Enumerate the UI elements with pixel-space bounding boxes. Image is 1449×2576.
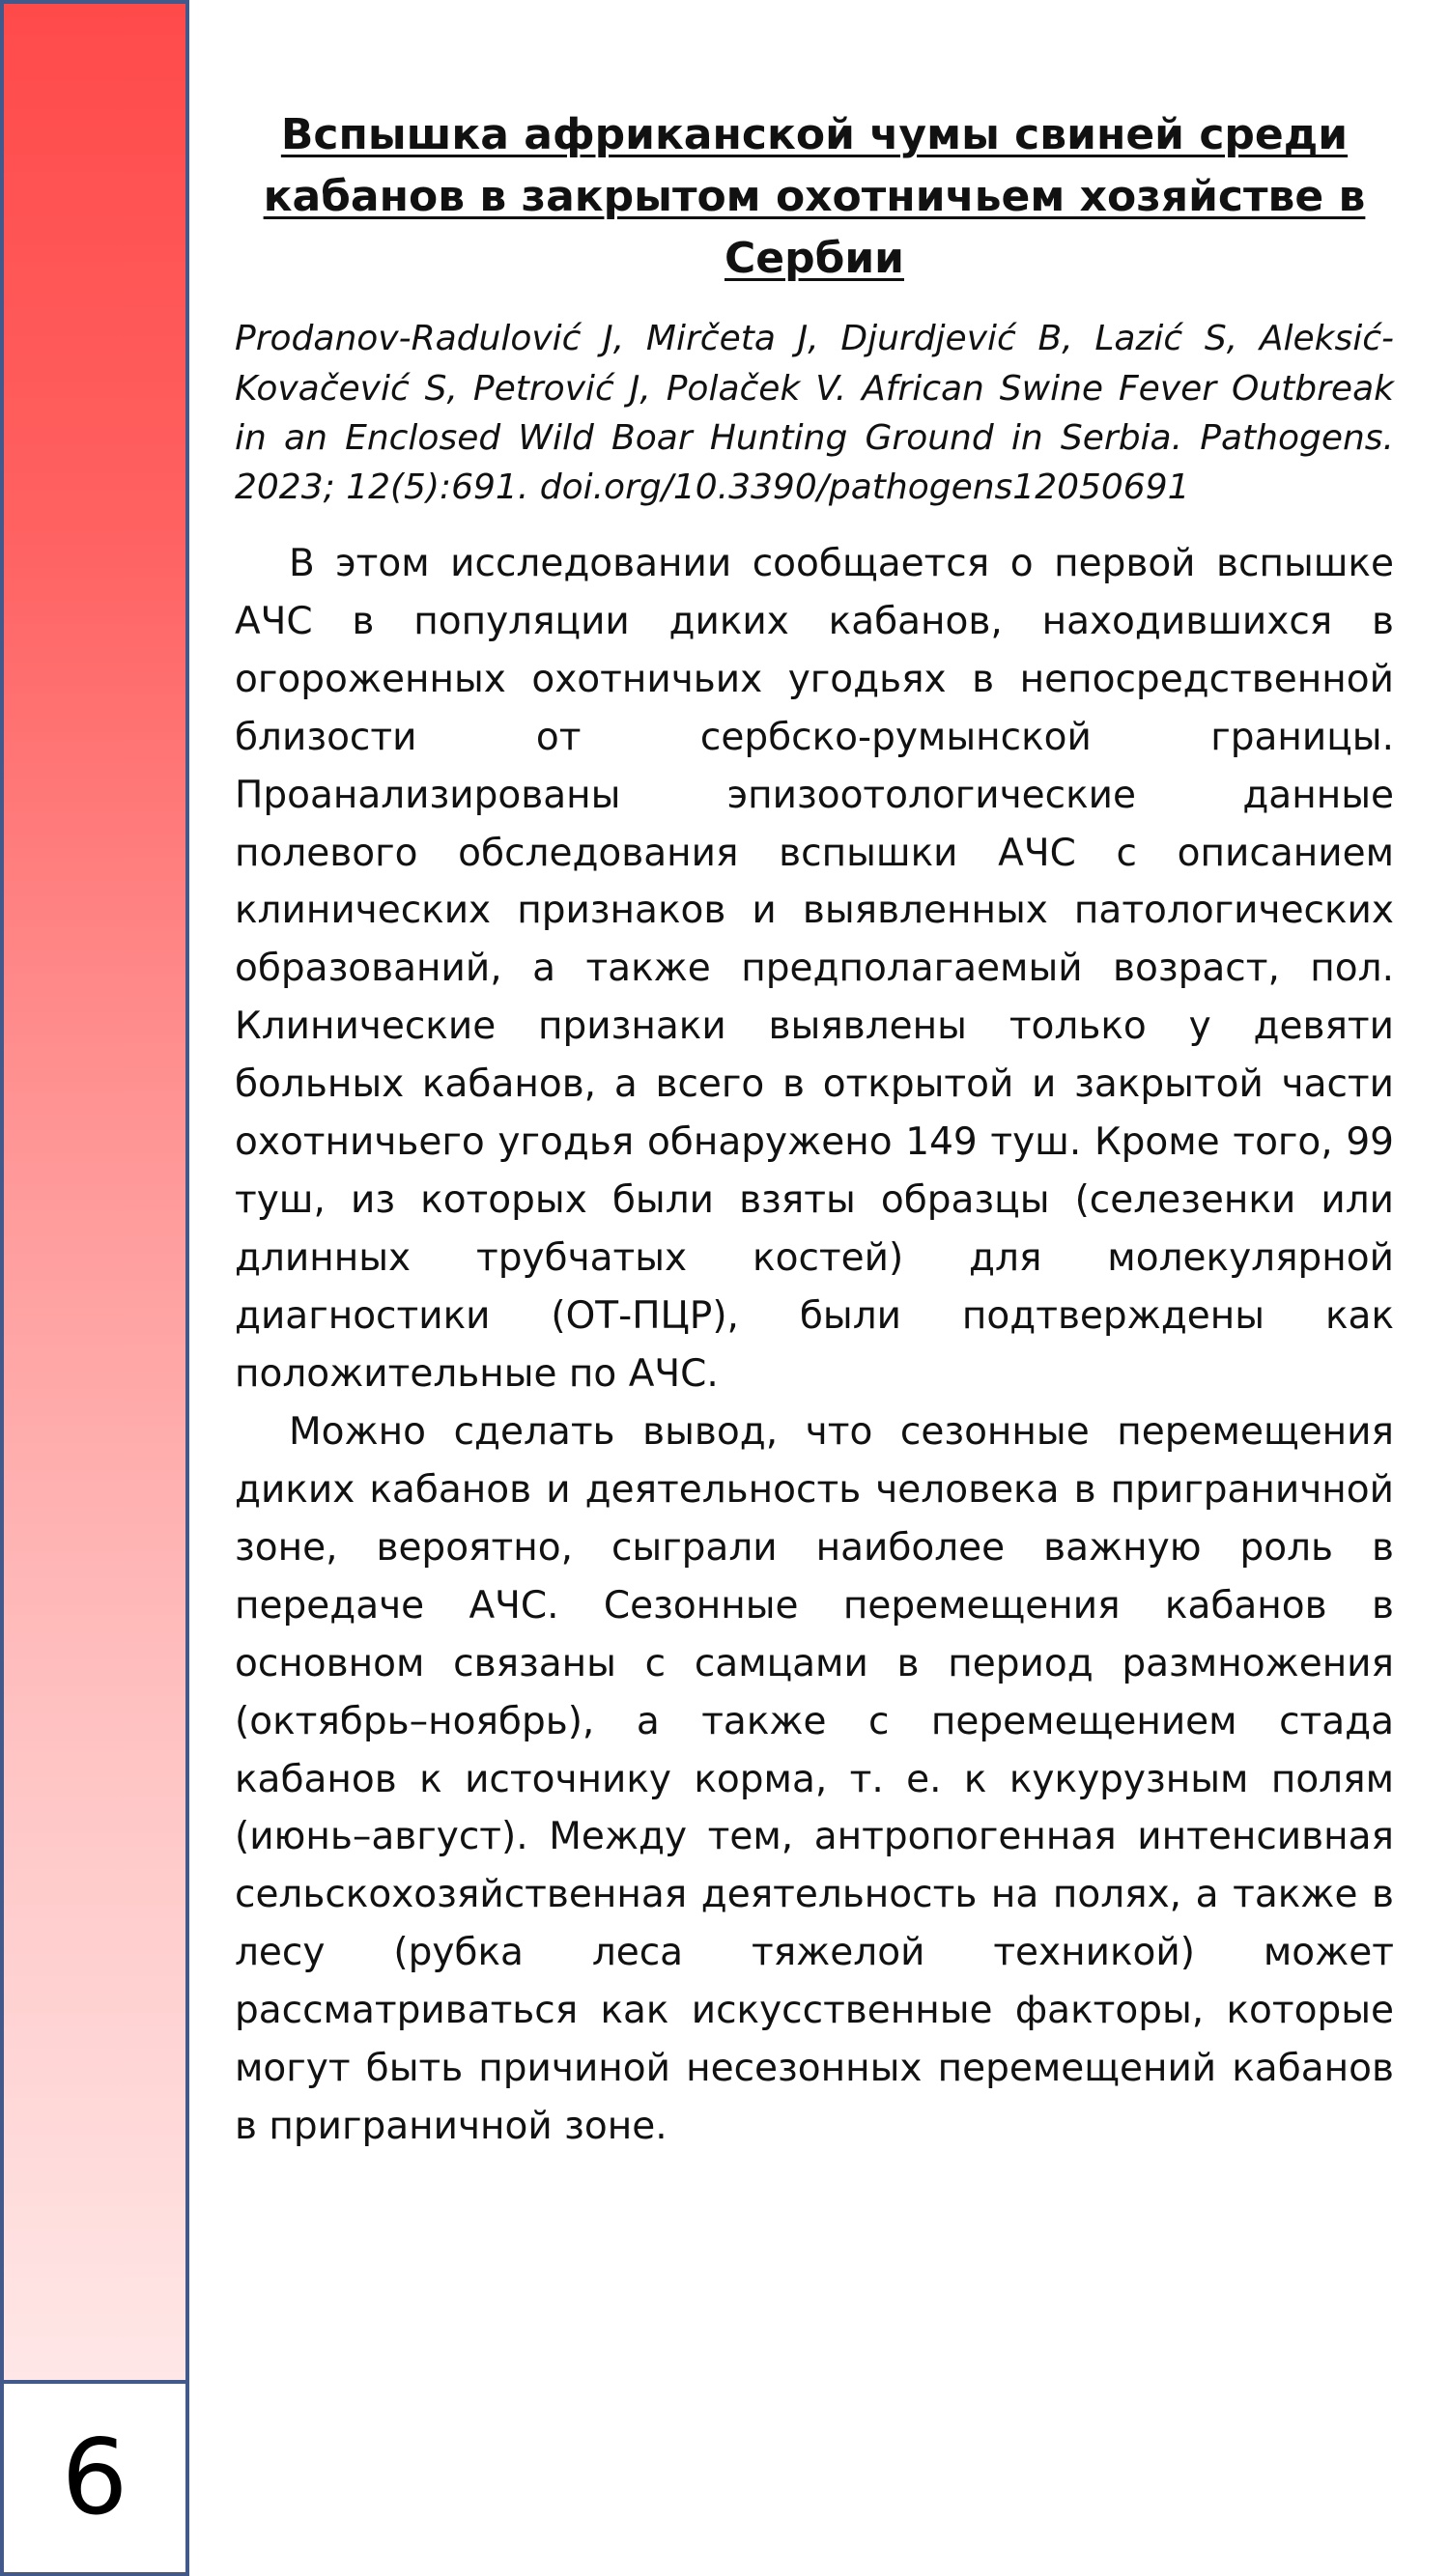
article-paragraph: В этом исследовании сообщается о первой вспышке АЧС в популяции диких кабанов, находившихся в огороженных охотничьих угодьях в непосредственной близости от сербско-румынской границы. Проанализированы эпизоотологические данные полевого обследования вспышки АЧС с описанием клинических признаков и выявленных патологических образований, а также предполагаемый возраст, пол. Клинические признаки выявлены только у девяти больных кабанов, а всего в открытой и закрытой части охотничьего угодья обнаружено 149 туш. Кроме того, 99 туш, из которых были взяты образцы (селезенки или длинных трубчатых костей) для молекулярной диагностики (ОТ-ПЦР), были подтверждены как положительные по АЧС. bbox=[235, 541, 1394, 1396]
page-number: 6 bbox=[61, 2417, 128, 2538]
article-content bbox=[235, 104, 1394, 2156]
article-title: Вспышка африканской чумы свиней среди кабанов в закрытом охотничьем хозяйстве в Сербии bbox=[263, 110, 1366, 283]
article-citation: Prodanov-Radulović J, Mirčeta J, Djurdjević B, Lazić S, Aleksić-Kovačević S, Petrović J, Polaček V. African Swine Fever Outbreak in an Enclosed Wild Boar Hunting Ground in Serbia. Pathogens. 2023; 12(5):691. doi.org/10.3390/pathogens12050691 bbox=[235, 319, 1394, 507]
article-paragraph: Можно сделать вывод, что сезонные перемещения диких кабанов и деятельность человека в приграничной зоне, вероятно, сыграли наиболее важную роль в передаче АЧС. Сезонные перемещения кабанов в основном связаны с самцами в период размножения (октябрь–ноябрь), а также с перемещением стада кабанов к источнику корма, т. е. к кукурузным полям (июнь–август). Между тем, антропогенная интенсивная сельскохозяйственная деятельность на полях, а также в лесу (рубка леса тяжелой техникой) может рассматриваться как искусственные факторы, которые могут быть причиной несезонных перемещений кабанов в приграничной зоне. bbox=[235, 1409, 1394, 2149]
decorative-sidebar bbox=[0, 0, 189, 2384]
page-number-box bbox=[0, 2384, 189, 2576]
